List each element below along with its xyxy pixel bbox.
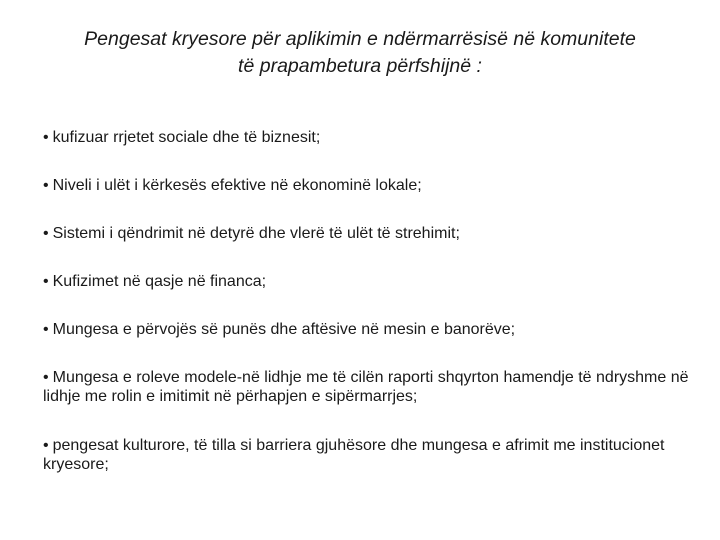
bullet-text: Sistemi i qëndrimit në detyrë dhe vlerë të ulët të strehimit; <box>52 225 460 242</box>
bullet-item <box>43 320 693 339</box>
bullet-text: Kufizimet në qasje në financa; <box>52 273 267 290</box>
bullet-text: kufizuar rrjetet sociale dhe të biznesit; <box>52 129 321 146</box>
bullet-text: pengesat kulturore, të tilla si barriera gjuhësore dhe mungesa e afrimit me institucionet kryesore; <box>43 437 665 473</box>
bullet-dot: • <box>43 369 49 386</box>
bullet-text: Mungesa e përvojës së punës dhe aftësive në mesin e banorëve; <box>52 321 516 338</box>
bullet-dot: • <box>43 177 49 194</box>
bullet-item <box>43 224 693 243</box>
bullet-item <box>43 272 693 291</box>
bullet-dot: • <box>43 225 49 242</box>
slide-title <box>30 26 690 80</box>
bullet-item <box>43 368 693 406</box>
bullet-dot: • <box>43 437 49 454</box>
bullet-dot: • <box>43 273 49 290</box>
bullet-dot: • <box>43 129 49 146</box>
slide-title-line-1: Pengesat kryesore për aplikimin e ndërmarrësisë në komunitete <box>84 28 636 50</box>
bullet-item <box>43 176 693 195</box>
bullet-dot: • <box>43 321 49 338</box>
bullet-item <box>43 436 693 474</box>
bullet-text: Mungesa e roleve modele-në lidhje me të cilën raporti shqyrton hamendje të ndryshme në lidhje me rolin e imitimit në përhapjen e sipërmarrjes; <box>43 369 689 405</box>
slide-title-line-2: të prapambetura përfshijnë : <box>238 55 482 77</box>
bullet-text: Niveli i ulët i kërkesës efektive në ekonominë lokale; <box>52 177 422 194</box>
bullet-item <box>43 128 693 147</box>
